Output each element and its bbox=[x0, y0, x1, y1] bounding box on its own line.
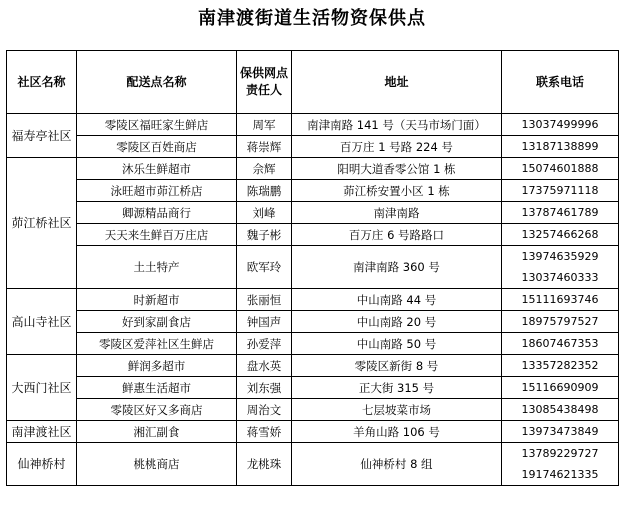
store-name-cell: 零陵区爱萍社区生鲜店 bbox=[77, 333, 237, 355]
community-name-cell: 大西门社区 bbox=[7, 355, 77, 421]
table-row bbox=[7, 399, 619, 421]
responsible-person-cell: 蒋崇辉 bbox=[237, 136, 292, 158]
table-row bbox=[7, 333, 619, 355]
store-name-cell: 桃桃商店 bbox=[77, 443, 237, 486]
store-name-cell: 鲜惠生活超市 bbox=[77, 377, 237, 399]
phone-cell: 13787461789 bbox=[502, 202, 619, 224]
responsible-person-cell: 盘水英 bbox=[237, 355, 292, 377]
phone-cell: 15116690909 bbox=[502, 377, 619, 399]
table-body bbox=[7, 114, 619, 486]
phone-cell: 13085438498 bbox=[502, 399, 619, 421]
store-name-cell: 湘汇副食 bbox=[77, 421, 237, 443]
phone-cell: 13973473849 bbox=[502, 421, 619, 443]
table-row bbox=[7, 158, 619, 180]
address-cell: 阳明大道香零公馆 1 栋 bbox=[292, 158, 502, 180]
phone-cell: 18975797527 bbox=[502, 311, 619, 333]
phone-cell: 13357282352 bbox=[502, 355, 619, 377]
address-cell: 羊角山路 106 号 bbox=[292, 421, 502, 443]
store-name-cell: 土土特产 bbox=[77, 246, 237, 289]
table-row bbox=[7, 443, 619, 465]
community-name-cell: 仙神桥村 bbox=[7, 443, 77, 486]
community-name-cell: 茆江桥社区 bbox=[7, 158, 77, 289]
responsible-person-cell: 龙桃珠 bbox=[237, 443, 292, 486]
phone-cell: 18607467353 bbox=[502, 333, 619, 355]
phone-cell: 13037499996 bbox=[502, 114, 619, 136]
table-row bbox=[7, 311, 619, 333]
table-row bbox=[7, 180, 619, 202]
address-cell: 中山南路 50 号 bbox=[292, 333, 502, 355]
table-row bbox=[7, 202, 619, 224]
header-community: 社区名称 bbox=[7, 51, 77, 114]
responsible-person-cell: 欧军玲 bbox=[237, 246, 292, 289]
address-cell: 百万庄 6 号路路口 bbox=[292, 224, 502, 246]
address-cell: 南津南路 360 号 bbox=[292, 246, 502, 289]
address-cell: 茆江桥安置小区 1 栋 bbox=[292, 180, 502, 202]
table-row bbox=[7, 355, 619, 377]
address-cell: 南津南路 141 号（天马市场门面） bbox=[292, 114, 502, 136]
responsible-person-cell: 蒋雪娇 bbox=[237, 421, 292, 443]
store-name-cell: 天天来生鲜百万庄店 bbox=[77, 224, 237, 246]
phone-cell: 13037460333 bbox=[502, 267, 619, 289]
store-name-cell: 泳旺超市茆江桥店 bbox=[77, 180, 237, 202]
store-name-cell: 零陵区福旺家生鲜店 bbox=[77, 114, 237, 136]
responsible-person-cell: 陈瑞鹏 bbox=[237, 180, 292, 202]
phone-cell: 19174621335 bbox=[502, 464, 619, 486]
address-cell: 百万庄 1 号路 224 号 bbox=[292, 136, 502, 158]
page-title: 南津渡街道生活物资保供点 bbox=[198, 8, 426, 29]
address-cell: 南津南路 bbox=[292, 202, 502, 224]
address-cell: 中山南路 44 号 bbox=[292, 289, 502, 311]
address-cell: 中山南路 20 号 bbox=[292, 311, 502, 333]
responsible-person-cell: 刘东强 bbox=[237, 377, 292, 399]
responsible-person-cell: 刘峰 bbox=[237, 202, 292, 224]
community-name-cell: 福寿亭社区 bbox=[7, 114, 77, 158]
responsible-person-cell: 周治文 bbox=[237, 399, 292, 421]
store-name-cell: 零陵区百姓商店 bbox=[77, 136, 237, 158]
store-name-cell: 时新超市 bbox=[77, 289, 237, 311]
store-name-cell: 零陵区好又多商店 bbox=[77, 399, 237, 421]
responsible-person-cell: 孙爱萍 bbox=[237, 333, 292, 355]
store-name-cell: 好到家副食店 bbox=[77, 311, 237, 333]
table-header-row bbox=[7, 51, 619, 114]
responsible-person-cell: 周军 bbox=[237, 114, 292, 136]
table-row bbox=[7, 114, 619, 136]
community-name-cell: 高山寺社区 bbox=[7, 289, 77, 355]
community-name-cell: 南津渡社区 bbox=[7, 421, 77, 443]
responsible-person-cell: 钟国声 bbox=[237, 311, 292, 333]
header-store: 配送点名称 bbox=[77, 51, 237, 114]
header-phone: 联系电话 bbox=[502, 51, 619, 114]
phone-cell: 15074601888 bbox=[502, 158, 619, 180]
address-cell: 仙神桥村 8 组 bbox=[292, 443, 502, 486]
address-cell: 正大街 315 号 bbox=[292, 377, 502, 399]
phone-cell: 17375971118 bbox=[502, 180, 619, 202]
responsible-person-cell: 张丽恒 bbox=[237, 289, 292, 311]
store-name-cell: 鲜润多超市 bbox=[77, 355, 237, 377]
phone-cell: 13257466268 bbox=[502, 224, 619, 246]
table-row bbox=[7, 246, 619, 268]
table-row bbox=[7, 289, 619, 311]
table-row bbox=[7, 377, 619, 399]
phone-cell: 13789229727 bbox=[502, 443, 619, 465]
phone-cell: 15111693746 bbox=[502, 289, 619, 311]
store-name-cell: 卿源精品商行 bbox=[77, 202, 237, 224]
store-name-cell: 沐乐生鲜超市 bbox=[77, 158, 237, 180]
table-row bbox=[7, 136, 619, 158]
supply-points-table bbox=[6, 50, 619, 486]
table-row bbox=[7, 421, 619, 443]
header-address: 地址 bbox=[292, 51, 502, 114]
responsible-person-cell: 魏子彬 bbox=[237, 224, 292, 246]
address-cell: 零陵区新街 8 号 bbox=[292, 355, 502, 377]
table-row bbox=[7, 224, 619, 246]
phone-cell: 13187138899 bbox=[502, 136, 619, 158]
phone-cell: 13974635929 bbox=[502, 246, 619, 268]
address-cell: 七层坡菜市场 bbox=[292, 399, 502, 421]
header-person: 保供网点责任人 bbox=[237, 51, 292, 114]
responsible-person-cell: 佘辉 bbox=[237, 158, 292, 180]
